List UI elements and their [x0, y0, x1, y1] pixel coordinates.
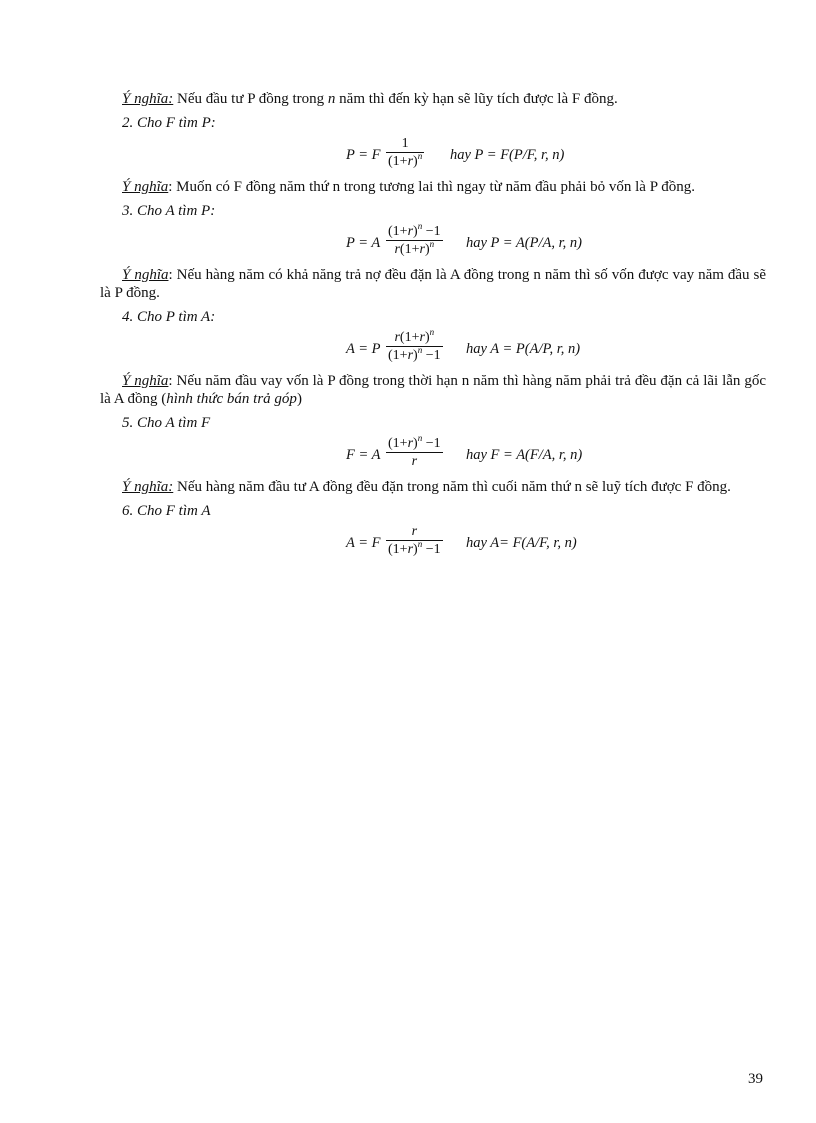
section-heading-4: 4. Cho P tìm A:	[122, 309, 216, 325]
meaning-paragraph-2: Ý nghĩa: Muốn có F đồng năm thứ n trong tương lai thì ngay từ năm đầu phải bỏ vốn là P đồng.	[122, 179, 695, 195]
meaning-paragraph-5: Ý nghĩa: Nếu hàng năm đầu tư A đồng đều đặn trong năm thì cuối năm thứ n sẽ luỹ tích được F đồng.	[122, 479, 731, 495]
meaning-label: Ý nghĩa	[122, 373, 169, 389]
page-content	[100, 90, 766, 566]
meaning-paragraph-4: Ý nghĩa: Nếu năm đầu vay vốn là P đồng trong thời hạn n năm thì hàng năm phải trả đều đặn cả lãi lẫn gốc là A đồng (hình thức bán trả góp)	[100, 373, 766, 407]
section-heading-6: 6. Cho F tìm A	[122, 503, 211, 519]
formula-p-from-a: P = A $(1+r)^n -1$ $r(1+r)^n$ hay P = A(P/A, r, n)	[346, 221, 582, 257]
formula-f-from-a: F = A $(1+r)^n -1$ r hay F = A(F/A, r, n)	[346, 433, 583, 469]
formula-p-from-f: P = F 1 $(1+r)^n$ hay P = F(P/F, r, n)	[346, 136, 565, 169]
meaning-label: Ý nghĩa:	[122, 91, 174, 107]
meaning-label: Ý nghĩa:	[122, 479, 174, 495]
meaning-label: Ý nghĩa	[122, 267, 169, 283]
formula-a-from-p: A = P $r(1+r)^n$ $(1+r)^n -1$ hay A = P(A/P, r, n)	[346, 327, 581, 363]
section-heading-5: 5. Cho A tìm F	[122, 415, 211, 431]
meaning-label: Ý nghĩa	[122, 179, 169, 195]
section-heading-2: 2. Cho F tìm P:	[122, 115, 216, 131]
meaning-paragraph-3: Ý nghĩa: Nếu hàng năm có khả năng trả nợ đều đặn là A đồng trong n năm thì số vốn được vay năm đầu sẽ là P đồng.	[100, 267, 766, 301]
formula-a-from-f: A = F r $(1+r)^n -1$ hay A= F(A/F, r, n)	[346, 524, 577, 557]
meaning-paragraph-1: Ý nghĩa: Nếu đầu tư P đồng trong n năm thì đến kỳ hạn sẽ lũy tích được là F đồng.	[122, 91, 618, 107]
page-number: 39	[748, 1071, 763, 1087]
section-heading-3: 3. Cho A tìm P:	[122, 203, 216, 219]
